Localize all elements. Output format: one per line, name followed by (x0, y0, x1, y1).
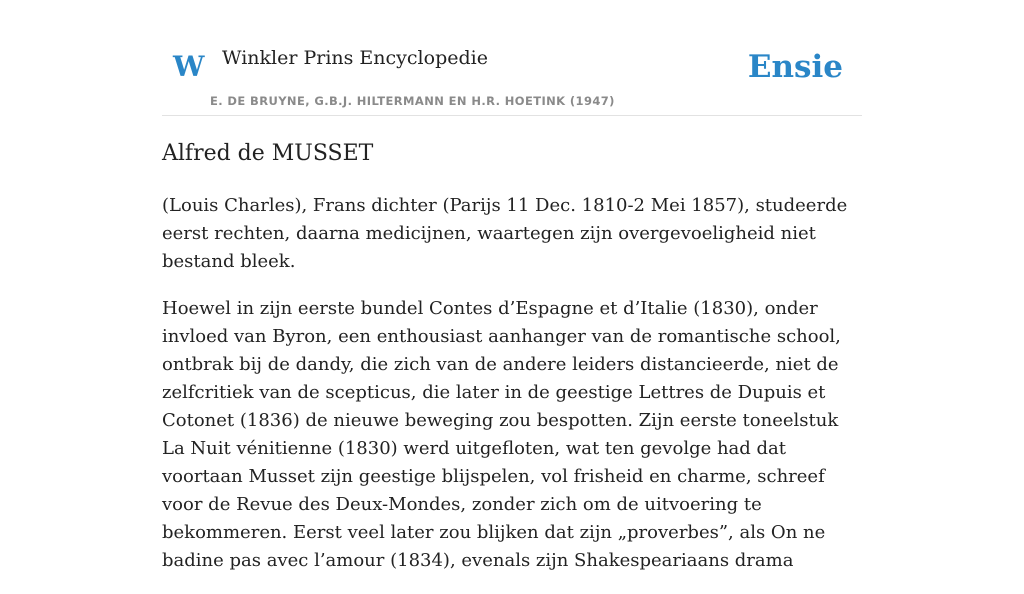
source-title[interactable]: Winkler Prins Encyclopedie (222, 47, 488, 69)
source-header (162, 0, 862, 116)
ensie-logo[interactable]: Ensie (747, 49, 843, 85)
article-body (162, 192, 862, 594)
source-logo-icon[interactable]: W (173, 50, 205, 83)
source-authors: E. DE BRUYNE, G.B.J. HILTERMANN EN H.R. HOETINK (1947) (210, 94, 615, 108)
article-paragraph: Hoewel in zijn eerste bundel Contes d’Espagne et d’Italie (1830), onder invloed van Byron, een enthousiast aanhanger van de romantische school, ontbrak bij de dandy, die zich van de andere leiders distancieerde, niet de zelfcritiek van de scepticus, die later in de geestige Lettres de Dupuis et Cotonet (1836) de nieuwe beweging zou bespotten. Zijn eerste toneelstuk La Nuit vénitienne (1830) werd uitgefloten, wat ten gevolge had dat voortaan Musset zijn geestige blijspelen, vol frisheid en charme, schreef voor de Revue des Deux-Mondes, zonder zich om de uitvoering te bekommeren. Eerst veel later zou blijken dat zijn „proverbes”, als On ne badine pas avec l’amour (1834), evenals zijn Shakespeariaans drama (162, 298, 841, 571)
article-paragraph: (Louis Charles), Frans dichter (Parijs 11 Dec. 1810-2 Mei 1857), studeerde eerst rechten, daarna medicijnen, waartegen zijn overgevoeligheid niet bestand bleek. (162, 195, 848, 272)
page (162, 0, 862, 571)
article-title: Alfred de MUSSET (162, 141, 374, 166)
